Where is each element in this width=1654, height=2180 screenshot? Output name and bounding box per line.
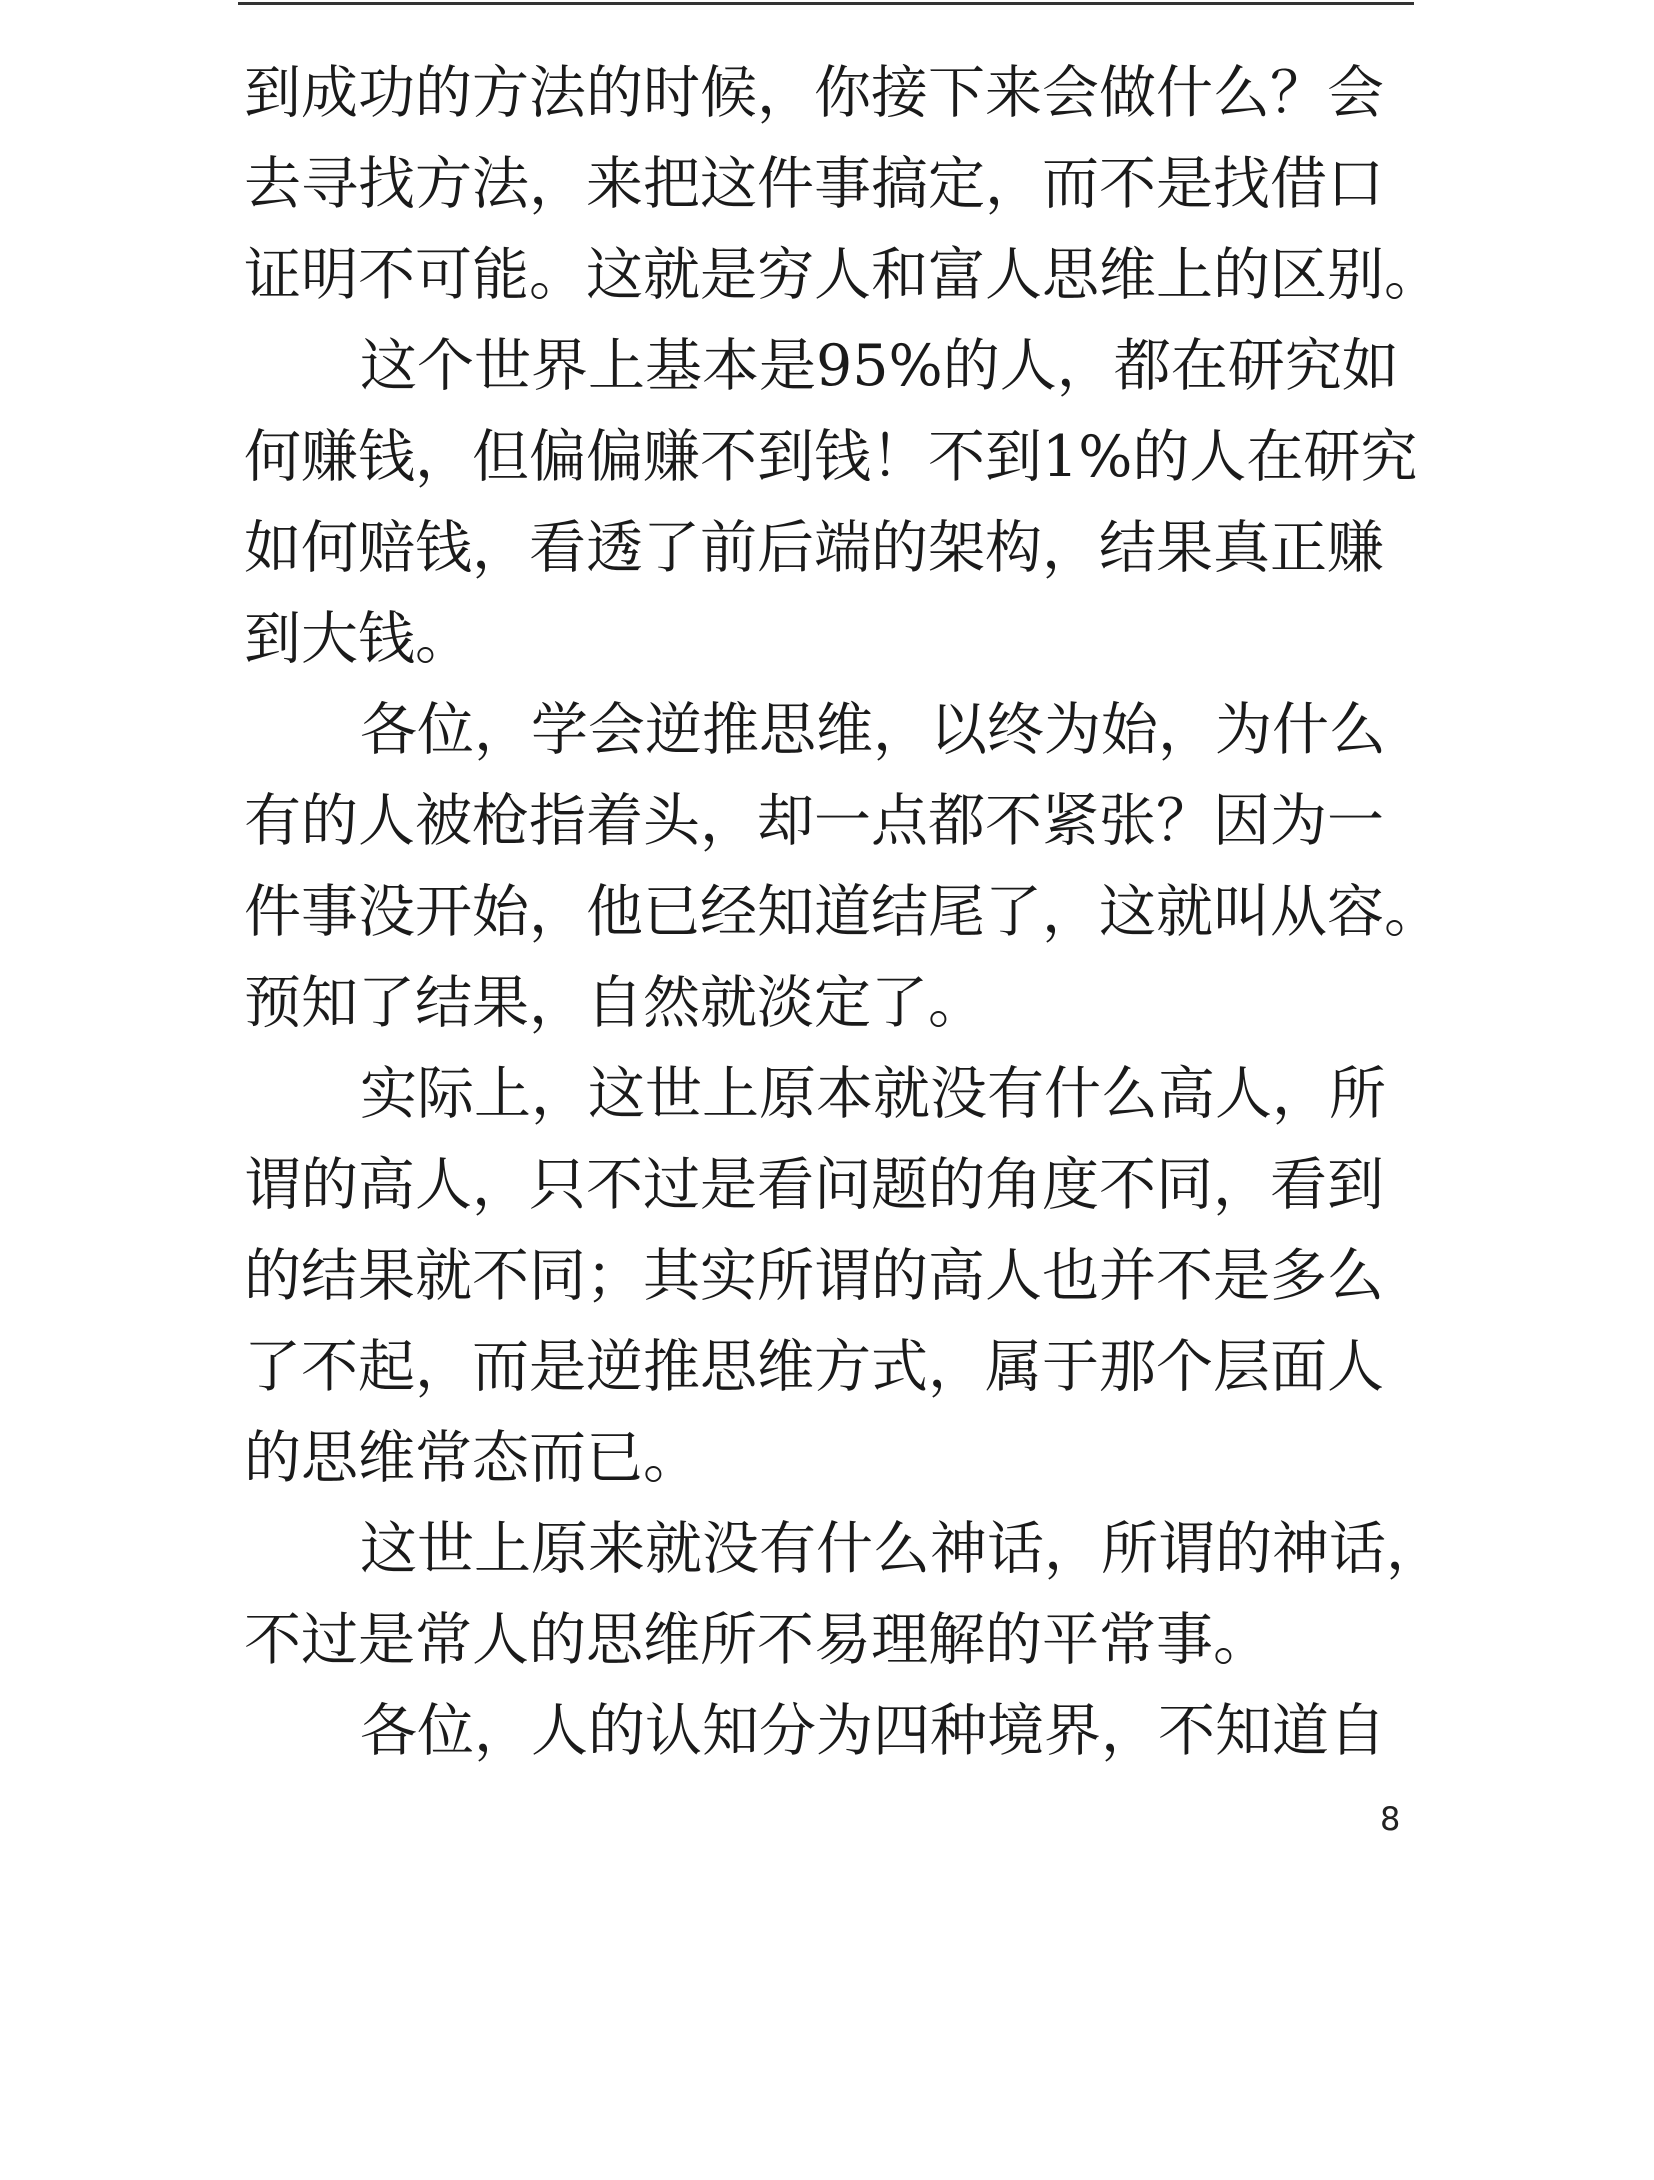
- text-line: 谓的高人，只不过是看问题的角度不同，看到: [244, 1152, 1384, 1218]
- text-line: 的结果就不同；其实所谓的高人也并不是多么: [244, 1243, 1384, 1309]
- body-text: [244, 48, 1443, 1777]
- text-line: 预知了结果，自然就淡定了。: [244, 970, 985, 1036]
- paragraph-start-line: 这个世界上基本是95%的人，都在研究如: [360, 333, 1399, 399]
- paragraph-start-line: 各位，学会逆推思维，以终为始，为什么: [360, 697, 1386, 763]
- text-line: 何赚钱，但偏偏赚不到钱！不到1%的人在研究: [244, 424, 1418, 490]
- text-line: 证明不可能。这就是穷人和富人思维上的区别。: [244, 242, 1441, 308]
- text-line: 到成功的方法的时候，你接下来会做什么？会: [244, 60, 1384, 126]
- text-line: 件事没开始，他已经知道结尾了，这就叫从容。: [244, 879, 1441, 945]
- page-number: 8: [1380, 1800, 1401, 1838]
- text-line: 了不起，而是逆推思维方式，属于那个层面人: [244, 1334, 1384, 1400]
- header-rule: [238, 2, 1414, 5]
- paragraph-start-line: 实际上，这世上原本就没有什么高人，所: [360, 1061, 1386, 1127]
- text-line: 的思维常态而已。: [244, 1425, 700, 1491]
- text-line: 有的人被枪指着头，却一点都不紧张？因为一: [244, 788, 1384, 854]
- paragraph-start-line: 这世上原来就没有什么神话，所谓的神话，: [360, 1516, 1443, 1582]
- text-line: 如何赔钱，看透了前后端的架构，结果真正赚: [244, 515, 1384, 581]
- paragraph-start-line: 各位，人的认知分为四种境界，不知道自: [360, 1698, 1386, 1764]
- text-line: 去寻找方法，来把这件事搞定，而不是找借口: [244, 151, 1384, 217]
- text-line: 到大钱。: [244, 606, 472, 672]
- text-line: 不过是常人的思维所不易理解的平常事。: [244, 1607, 1270, 1673]
